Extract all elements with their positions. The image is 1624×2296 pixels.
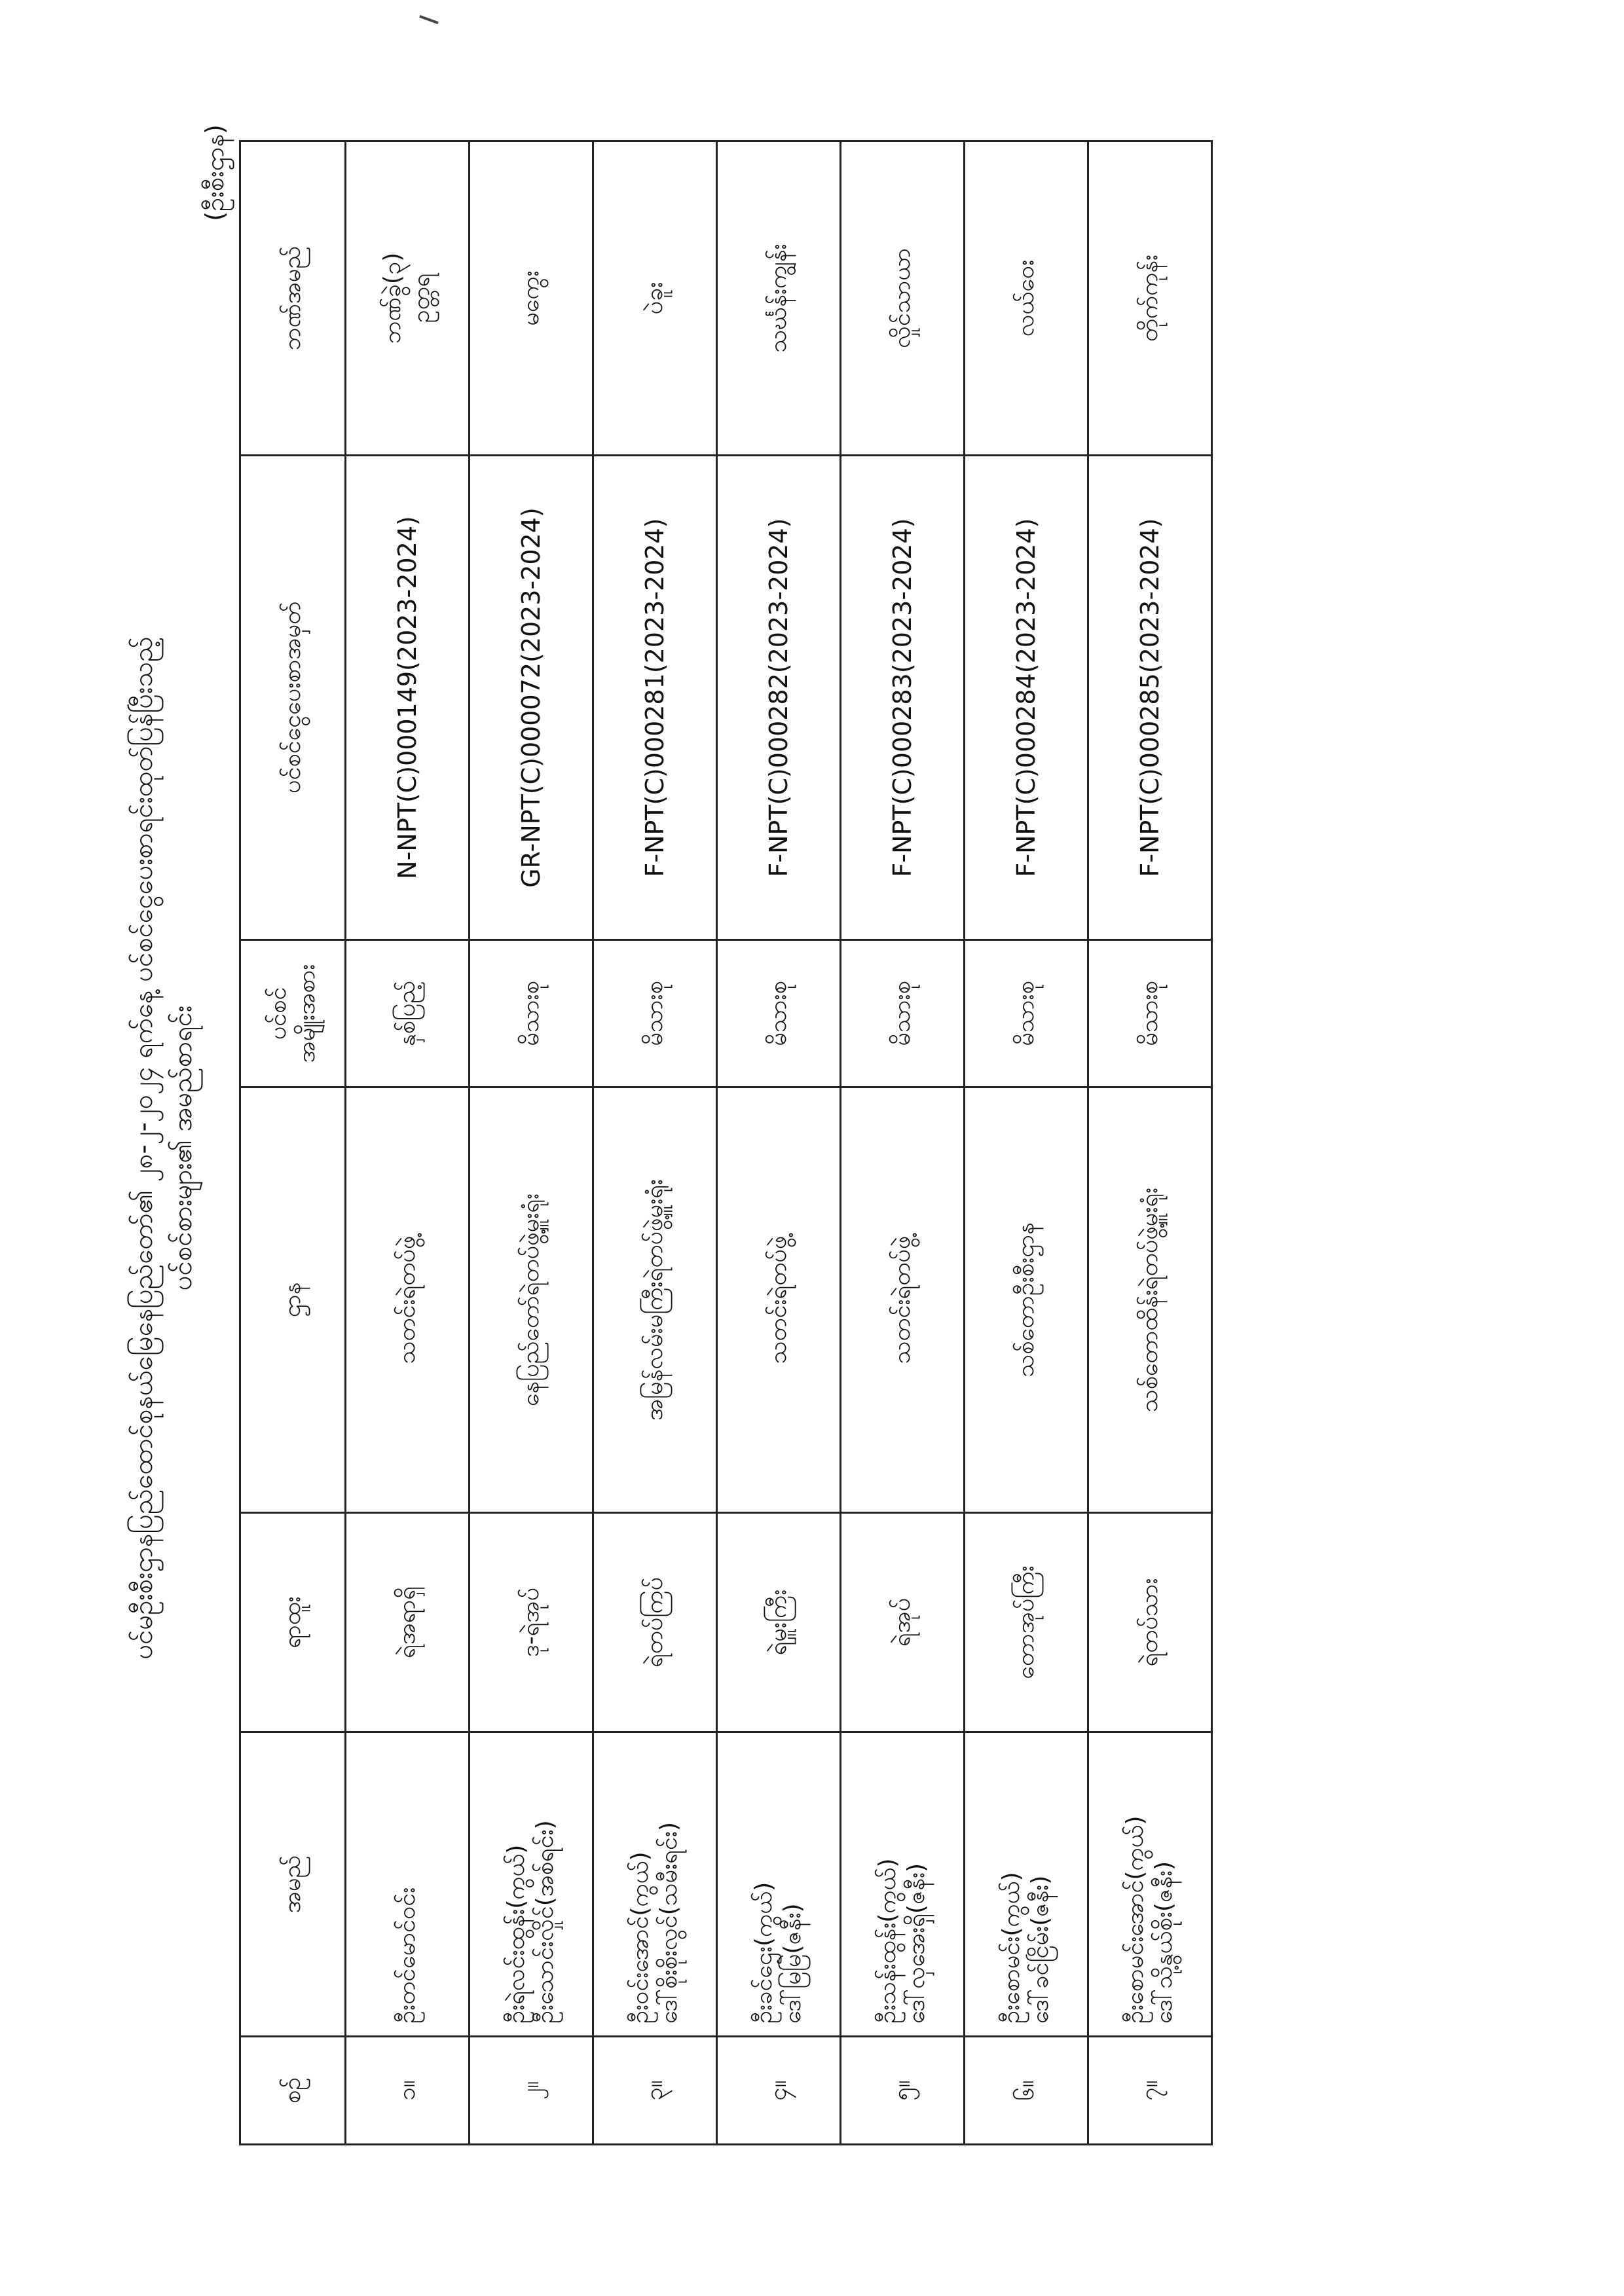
header-pay-office: ဘဏ်အမည် [240,141,346,456]
cell-pay-office [470,141,593,456]
cell-name [841,1732,965,2037]
header-pension-no: ပင်စင်ငွေပေးစာအမှတ် [240,456,346,940]
cell-rank: ရဲအုပ် [841,1513,965,1732]
table-row [841,141,965,2145]
header-name: အမည် [240,1732,346,2037]
cell-pension-no: F-NPT(C)000281(2023-2024) [593,456,717,940]
cell-pension-type: မိသားစု [841,940,965,1087]
cell-rank: ရဲအရာရှိ [346,1513,470,1732]
cell-no: ၁။ [346,2037,470,2145]
cell-no: ၅။ [841,2037,965,2145]
pension-table [239,140,1213,2145]
cell-name-line2: ဒေါ်သို့နွယ်စိုး(ဇနီး) [1151,1861,1177,2024]
cell-department: သတင်းရဲတပ်ဖွဲ့ [841,1087,965,1513]
cell-name-line2: ဒေါ်လှအေးရှိ(ဇနီး) [903,1863,930,2024]
cell-name-line1: ဦးစောမင်းအောင်(ကွယ်) [1122,1815,1149,2024]
cell-name-line1: ဦးရဲလင်းထွန်း(ကွယ်) [503,1844,530,2024]
cell-name-line1: ဦးစောမင်း(ကွယ်) [998,1872,1025,2024]
cell-pension-no: F-NPT(C)000283(2023-2024) [841,456,965,940]
cell-rank: ရဲမှူးကြီး [717,1513,841,1732]
cell-pay-office-line1: မကွေး [517,270,544,326]
cell-pension-type: မိသားစု [470,940,593,1087]
cell-pension-no: F-NPT(C)000282(2023-2024) [717,456,841,940]
header-pension-type [240,940,346,1087]
unit-label: (ဦးစီးဌာန) [200,124,229,221]
cell-department: သစ်တောဦးစီးဌာန [965,1087,1088,1513]
cell-department: သစ်တောထိန်းရဲတပ်ဖွဲ့မှူးရုံး [1088,1087,1212,1513]
cell-pay-office [1088,141,1212,456]
cell-name-line1: ဦးခင်ဌေး(ကွယ်) [750,1882,777,2024]
cell-pay-office-line1: လှိုင်သာယာ [889,247,915,349]
cell-name [593,1732,717,2037]
header-pension-type-line2: အမျိုးအစား [293,964,320,1063]
cell-pension-type: မိသားစု [717,940,841,1087]
cell-department: သတင်းရဲတပ်ဖွဲ့ [717,1087,841,1513]
cell-no: ၆။ [965,2037,1088,2145]
cell-name-line2: ဒေါ်မြမြ(ဇနီး) [779,1903,806,2024]
cell-name [1088,1732,1212,2037]
cell-pay-office-line1: သင်္ဃန်းကျွန်း [765,244,792,353]
cell-department: အမြန်လမ်းမကြီးရဲတပ်ဖွဲ့မှူးရုံး [593,1087,717,1513]
table-row [593,141,717,2145]
cell-name-line1: ဦးတင်မောင်ဝင်း [394,1887,420,2024]
cell-pay-office [593,141,717,456]
header-no: စဉ် [240,2037,346,2145]
cell-pay-office [346,141,470,456]
cell-pay-office-line2: ဥတ္တရ [408,273,435,323]
cell-pension-no: F-NPT(C)000284(2023-2024) [965,456,1088,940]
cell-department: သတင်းရဲတပ်ဖွဲ့ [346,1087,470,1513]
cell-pension-type: မိသားစု [1088,940,1212,1087]
cell-pension-type: နှစ်ပြည့် [346,940,470,1087]
cell-pay-office-line1: တိုက်ကုန်း [1136,254,1163,342]
table-row [965,141,1088,2145]
table-row [470,141,593,2145]
cell-rank: ရဲတပ်သား [1088,1513,1212,1732]
cell-department: နေပြည်တော်ရဲတပ်ဖွဲ့မှူးရုံး [470,1087,593,1513]
document-subtitle: ပင်စင်စားများ၏ အမည်စာရင်း [168,1005,198,1291]
cell-pension-type: မိသားစု [593,940,717,1087]
table-row [1088,141,1212,2145]
cell-pay-office [841,141,965,456]
cell-no: ၄။ [717,2037,841,2145]
cell-pay-office-line1: ဘဏ်ခွဲ(၃) [379,252,406,344]
document-title: ပင်မဦးစီးဌာနပြည်ထောင်စုနယ်မြေနေပြည်တော်၏ ၂၈-၂-၂၀၂၄ ရက်နေ့ ပင်စင်ငွေပေးစာရင်းထုတ်ပြန်ပြီးသည့် [128,636,158,1660]
cell-name-line1: ဦးဝင်းအောင်(ကွယ်) [627,1851,654,2024]
header-pension-type-line1: ပင်စင် [265,987,291,1040]
cell-name [346,1732,470,2037]
header-department: ဌာန [240,1087,346,1513]
cell-pension-type: မိသားစု [965,940,1088,1087]
cell-rank: ရဲတပ်ကြပ် [593,1513,717,1732]
table-row [346,141,470,2145]
cell-no: ၃။ [593,2037,717,2145]
cell-name-line2: ဒေါ်စိုးစိုးလွင်(သမီးရင်း) [655,1821,682,2024]
cell-pension-no: N-NPT(C)000149(2023-2024) [346,456,470,940]
table-header-row [240,141,346,2145]
cell-pay-office [717,141,841,456]
cell-pay-office [965,141,1088,456]
cell-pension-no: GR-NPT(C)000072(2023-2024) [470,456,593,940]
cell-pension-no: F-NPT(C)000285(2023-2024) [1088,456,1212,940]
cell-pay-office-line1: လယ်ဝေး [1012,259,1039,337]
cell-no: ၂။ [470,2037,593,2145]
cell-rank: တောအုပ်ကြီး [965,1513,1088,1732]
cell-name-line2: ဒေါ်ခင်ငြိမ်း(ဇနီး) [1027,1875,1054,2024]
header-rank: ရာထူး [240,1513,346,1732]
cell-name [965,1732,1088,2037]
cell-no: ၇။ [1088,2037,1212,2145]
table-row [717,141,841,2145]
cell-name-line2: ဦးသောင်းလှိုင်(အစ်ရင်း) [532,1820,559,2024]
cell-pay-office-line1: ပဲခူး [641,282,668,315]
cell-rank: ဒု-ရဲအုပ် [470,1513,593,1732]
cell-name [717,1732,841,2037]
cell-name-line1: ဦးသန်းထွန်း(ကွယ်) [874,1858,901,2024]
cell-name [470,1732,593,2037]
